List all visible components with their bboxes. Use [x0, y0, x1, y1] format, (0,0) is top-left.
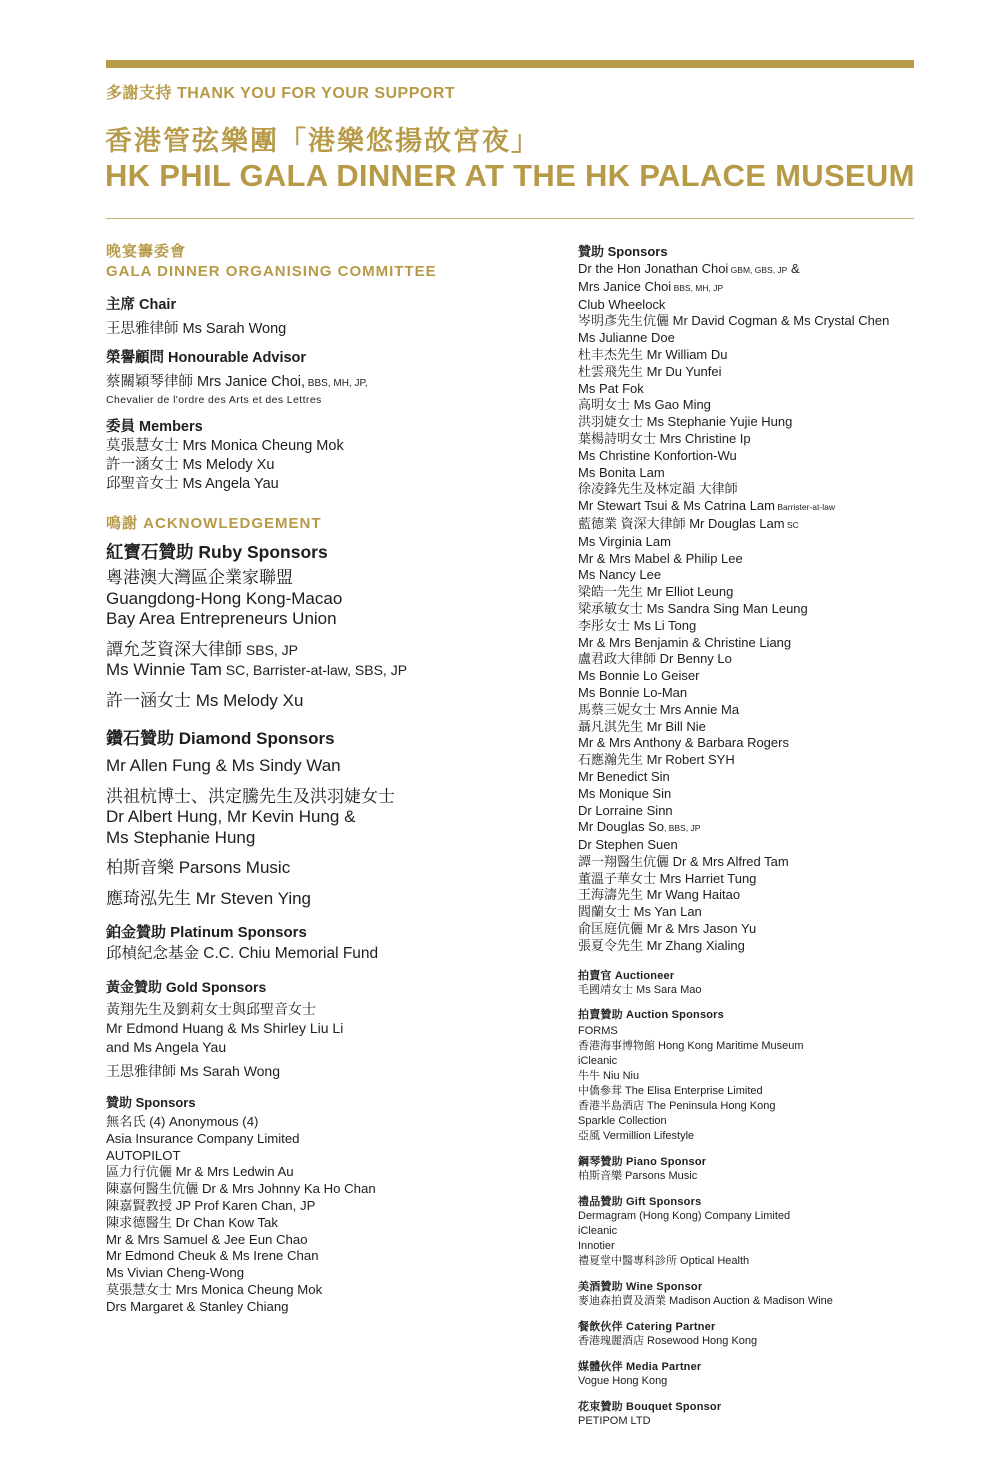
- thank-you-kicker: 多謝支持 THANK YOU FOR YOUR SUPPORT: [106, 85, 456, 102]
- gold-sponsor-line: Mr Edmond Huang & Ms Shirley Liu Li: [106, 1020, 344, 1036]
- sponsor-item: 馬蔡三妮女士 Mrs Annie Ma: [578, 701, 740, 717]
- sponsor-item: Ms Julianne Doe: [578, 330, 675, 346]
- sponsor-item: 俞匡庭伉儷 Mr & Mrs Jason Yu: [578, 921, 757, 937]
- sponsor-item: 譚一翔醫生伉儷 Dr & Mrs Alfred Tam: [578, 853, 789, 869]
- auctioneer-name: 毛國靖女士 Ms Sara Mao: [578, 983, 702, 996]
- auction-sponsor-item: Sparkle Collection: [578, 1114, 667, 1127]
- sponsor-item: AUTOPILOT: [106, 1147, 181, 1163]
- sponsor-tsui: [578, 498, 978, 516]
- sponsor-item: 梁皓一先生 Mr Elliot Leung: [578, 584, 734, 600]
- advisor-heading: 榮譽顧問 Honourable Advisor: [106, 350, 307, 366]
- sponsor-item: Ms Vivian Cheng-Wong: [106, 1265, 245, 1281]
- diamond-sponsor-ying: 應琦泓先生 Mr Steven Ying: [106, 888, 312, 908]
- sponsor-item: 董溫子華女士 Mrs Harriet Tung: [578, 870, 757, 886]
- sponsor-item: 王海濤先生 Mr Wang Haitao: [578, 887, 741, 903]
- sponsor-item: 盧君政大律師 Dr Benny Lo: [578, 651, 732, 667]
- ruby-sponsor-line: Guangdong-Hong Kong-Macao: [106, 588, 343, 608]
- gift-sponsor-item: Innotier: [578, 1239, 615, 1252]
- member-item: 莫張慧女士 Mrs Monica Cheung Mok: [106, 438, 344, 454]
- sponsor-item: 杜丰杰先生 Mr William Du: [578, 346, 728, 362]
- sponsor-item: 張夏令先生 Mr Zhang Xialing: [578, 937, 745, 953]
- sponsor-item: 李彤女士 Ms Li Tong: [578, 617, 697, 633]
- sponsor-choi-2: [578, 279, 978, 297]
- sponsor-item: Mr & Mrs Samuel & Jee Eun Chao: [106, 1231, 308, 1247]
- sponsor-so-honours: , BBS, JP: [663, 823, 701, 834]
- advisor-honours: BBS, MH, JP,: [305, 378, 368, 389]
- sponsor-item: 陳嘉何醫生伉儷 Dr & Mrs Johnny Ka Ho Chan: [106, 1181, 376, 1197]
- sponsor-item: Ms Bonnie Lo Geiser: [578, 668, 700, 684]
- sponsor-item: Mr & Mrs Anthony & Barbara Rogers: [578, 735, 789, 751]
- auction-heading: 拍賣贊助 Auction Sponsors: [578, 1008, 724, 1021]
- sponsor-lam-note: SC: [784, 519, 799, 530]
- diamond-sponsor-hung-line: Ms Stephanie Hung: [106, 827, 256, 847]
- ruby-sponsor-xu: 許一涵女士 Ms Melody Xu: [106, 690, 304, 710]
- gift-sponsor-item: iCleanic: [578, 1224, 618, 1237]
- members-heading: 委員 Members: [106, 419, 203, 435]
- sponsor-item: 石應瀚先生 Mr Robert SYH: [578, 752, 735, 768]
- sponsor-choi-1-text: Dr the Hon Jonathan Choi: [578, 261, 729, 276]
- auctioneer-heading: 拍賣官 Auctioneer: [578, 969, 675, 982]
- ruby-sponsor-tam-en-honours: SC, Barrister-at-law, SBS, JP: [221, 662, 408, 678]
- sponsor-item: Ms Nancy Lee: [578, 567, 662, 583]
- sponsor-item: Club Wheelock: [578, 296, 666, 312]
- advisor-name-text: 蔡關穎琴律師 Mrs Janice Choi,: [106, 374, 306, 390]
- acknowledgement-title: 鳴謝 ACKNOWLEDGEMENT: [106, 515, 322, 532]
- page-title-chinese: 香港管弦樂團「港樂悠揚故宮夜」: [105, 126, 540, 156]
- sponsor-tsui-note: Barrister-at-law: [774, 502, 835, 513]
- auction-sponsor-item: 香港海事博物館 Hong Kong Maritime Museum: [578, 1039, 804, 1052]
- ruby-sponsor-tam-zh: [106, 640, 546, 661]
- sponsor-item: Mr & Mrs Benjamin & Christine Liang: [578, 634, 792, 650]
- sponsor-item: Ms Bonita Lam: [578, 464, 665, 480]
- piano-heading: 鋼琴贊助 Piano Sponsor: [578, 1155, 707, 1168]
- header-divider: [106, 218, 914, 219]
- sponsor-item: 徐凌鋒先生及林定韻 大律師: [578, 481, 738, 497]
- diamond-sponsor-fung: Mr Allen Fung & Ms Sindy Wan: [106, 756, 341, 775]
- bouquet-heading: 花束贊助 Bouquet Sponsor: [578, 1400, 722, 1413]
- diamond-sponsor-hung-line: 洪祖杭博士、洪定騰先生及洪羽婕女士: [106, 786, 395, 806]
- piano-sponsor: 柏斯音樂 Parsons Music: [578, 1169, 698, 1182]
- sponsor-tsui-text: Mr Stewart Tsui & Ms Catrina Lam: [578, 498, 775, 514]
- auction-sponsor-item: 牛牛 Niu Niu: [578, 1069, 640, 1082]
- sponsor-item: Mr Edmond Cheuk & Ms Irene Chan: [106, 1248, 319, 1264]
- advisor-name: [106, 373, 546, 393]
- ruby-sponsor-line: Bay Area Entrepreneurs Union: [106, 609, 337, 628]
- auction-sponsor-item: 亞風 Vermillion Lifestyle: [578, 1129, 695, 1142]
- diamond-sponsor-parsons: 柏斯音樂 Parsons Music: [106, 858, 291, 877]
- wine-sponsor: 麥迪森拍賣及酒業 Madison Auction & Madison Wine: [578, 1294, 833, 1307]
- sponsor-item: 高明女士 Ms Gao Ming: [578, 397, 711, 413]
- chair-name: 王思雅律師 Ms Sarah Wong: [106, 321, 287, 337]
- sponsor-choi-1: [578, 261, 978, 279]
- committee-title-en: GALA DINNER ORGANISING COMMITTEE: [106, 263, 437, 280]
- media-partner: Vogue Hong Kong: [578, 1374, 668, 1387]
- gift-heading: 禮品贊助 Gift Sponsors: [578, 1195, 702, 1208]
- ruby-sponsor-line: 粵港澳大灣區企業家聯盟: [106, 568, 293, 587]
- auction-sponsor-item: 香港半島酒店 The Peninsula Hong Kong: [578, 1099, 776, 1112]
- auction-sponsor-item: 中僑參茸 The Elisa Enterprise Limited: [578, 1084, 763, 1097]
- ruby-sponsor-tam-en: [106, 660, 546, 681]
- sponsor-item: 梁承敏女士 Ms Sandra Sing Man Leung: [578, 600, 808, 616]
- sponsor-item: Asia Insurance Company Limited: [106, 1130, 300, 1146]
- sponsor-item: Ms Bonnie Lo-Man: [578, 684, 688, 700]
- sponsor-item: 閻蘭女士 Ms Yan Lan: [578, 904, 702, 920]
- diamond-heading: 鑽石贊助 Diamond Sponsors: [106, 729, 335, 748]
- sponsor-item: Ms Virginia Lam: [578, 533, 671, 549]
- member-item: 許一涵女士 Ms Melody Xu: [106, 457, 275, 473]
- ruby-heading: 紅寶石贊助 Ruby Sponsors: [106, 542, 328, 562]
- ruby-sponsor-tam-zh-honours: SBS, JP: [242, 641, 299, 658]
- gift-sponsor-item: Dermagram (Hong Kong) Company Limited: [578, 1209, 791, 1222]
- sponsor-item: 葉楊詩明女士 Mrs Christine Ip: [578, 430, 751, 446]
- member-item: 邱聖音女士 Ms Angela Yau: [106, 476, 279, 492]
- platinum-sponsor: 邱楨紀念基金 C.C. Chiu Memorial Fund: [106, 945, 379, 962]
- sponsor-so: [578, 819, 978, 837]
- gold-sponsor-wong: 王思雅律師 Ms Sarah Wong: [106, 1063, 281, 1079]
- auction-sponsor-item: FORMS: [578, 1024, 618, 1037]
- sponsor-item: Drs Margaret & Stanley Chiang: [106, 1298, 289, 1314]
- sponsor-item: Mr Benedict Sin: [578, 768, 670, 784]
- sponsor-item: Dr Lorraine Sinn: [578, 802, 673, 818]
- right-column: [578, 243, 978, 1429]
- sponsors-right-heading: 贊助 Sponsors: [578, 244, 668, 259]
- ruby-sponsor-tam-en-text: Ms Winnie Tam: [106, 660, 222, 679]
- sponsor-so-text: Mr Douglas So: [578, 819, 664, 835]
- sponsor-item: 岑明彥先生伉儷 Mr David Cogman & Ms Crystal Chen: [578, 313, 890, 329]
- catering-partner: 香港瑰麗酒店 Rosewood Hong Kong: [578, 1334, 758, 1347]
- gift-sponsor-item: 禮夏堂中醫專科診所 Optical Health: [578, 1254, 750, 1267]
- diamond-sponsor-hung-line: Dr Albert Hung, Mr Kevin Hung &: [106, 807, 356, 826]
- top-accent-bar: [106, 60, 914, 68]
- chair-heading: 主席 Chair: [106, 297, 177, 313]
- sponsor-item: 無名氏 (4) Anonymous (4): [106, 1114, 259, 1129]
- sponsor-item: 洪羽婕女士 Ms Stephanie Yujie Hung: [578, 414, 793, 430]
- left-column: [106, 242, 546, 1316]
- media-heading: 媒體伙伴 Media Partner: [578, 1360, 702, 1373]
- sponsor-item: 莫張慧女士 Mrs Monica Cheung Mok: [106, 1281, 323, 1297]
- gold-sponsor-line: 黃翔先生及劉莉女士與邱聖音女士: [106, 1001, 316, 1017]
- sponsor-item: 陳求德醫生 Dr Chan Kow Tak: [106, 1214, 278, 1230]
- sponsors-left-heading: 贊助 Sponsors: [106, 1095, 196, 1110]
- advisor-title: Chevalier de l'ordre des Arts et des Lettres: [106, 394, 322, 406]
- platinum-heading: 鉑金贊助 Platinum Sponsors: [106, 924, 307, 941]
- sponsor-item: 陳嘉賢教授 JP Prof Karen Chan, JP: [106, 1197, 316, 1213]
- sponsor-item: Ms Monique Sin: [578, 785, 672, 801]
- sponsor-item: 區力行伉儷 Mr & Mrs Ledwin Au: [106, 1164, 294, 1180]
- sponsor-choi-1-honours: GBM, GBS, JP: [728, 265, 788, 275]
- sponsor-choi-2-honours: BBS, MH, JP: [671, 282, 724, 293]
- sponsor-lam: [578, 516, 978, 534]
- gold-heading: 黃金贊助 Gold Sponsors: [106, 979, 267, 995]
- committee-title-zh: 晚宴籌委會: [106, 243, 187, 260]
- sponsor-item: 聶凡淇先生 Mr Bill Nie: [578, 718, 706, 734]
- catering-heading: 餐飲伙伴 Catering Partner: [578, 1320, 716, 1333]
- gold-sponsor-line: and Ms Angela Yau: [106, 1039, 227, 1055]
- sponsor-item: Dr Stephen Suen: [578, 837, 678, 853]
- sponsor-lam-text: 藍德業 資深大律師 Mr Douglas Lam: [578, 515, 785, 531]
- bouquet-sponsor: PETIPOM LTD: [578, 1414, 651, 1427]
- page-title-english: HK PHIL GALA DINNER AT THE HK PALACE MUSEUM: [105, 158, 915, 193]
- sponsor-choi-2-text: Mrs Janice Choi: [578, 278, 672, 294]
- sponsor-item: Ms Christine Konfortion-Wu: [578, 447, 737, 463]
- wine-heading: 美酒贊助 Wine Sponsor: [578, 1280, 703, 1293]
- auction-sponsor-item: iCleanic: [578, 1054, 618, 1067]
- ruby-sponsor-tam-zh-text: 譚允芝資深大律師: [106, 639, 242, 659]
- sponsor-item: Ms Pat Fok: [578, 380, 644, 396]
- sponsor-item: 杜雲飛先生 Mr Du Yunfei: [578, 363, 722, 379]
- sponsor-item: Mr & Mrs Mabel & Philip Lee: [578, 550, 743, 566]
- sponsor-choi-1-tail: &: [787, 261, 800, 276]
